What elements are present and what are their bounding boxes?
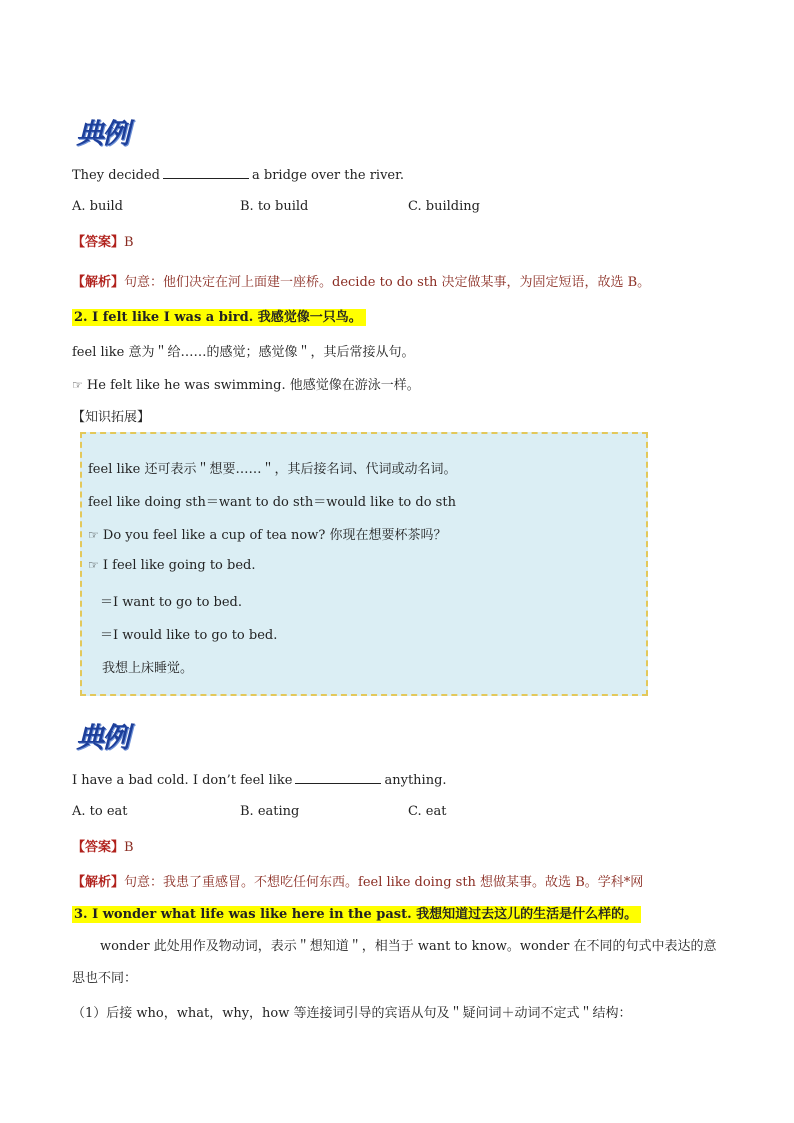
ex1-question-pre: They decided: [72, 168, 161, 183]
ex1-analysis: [72, 271, 650, 290]
ex1-analysis-label: 【解析】: [72, 275, 125, 290]
ex2-answer-label: 【答案】: [72, 840, 125, 855]
knowledge-extension-label: 【知识拓展】: [72, 410, 151, 425]
ex2-question-post: anything.: [384, 773, 447, 788]
box-line4-text: I feel like going to bed.: [102, 558, 256, 573]
ex2-option-a: A. to eat: [72, 804, 128, 819]
section3-heading: [72, 903, 641, 922]
section3-heading-text: 3. I wonder what life was like here in the past. 我想知道过去这儿的生活是什么样的。: [72, 906, 641, 923]
box-line2: feel like doing sth＝want to do sth＝would like to do sth: [88, 495, 456, 510]
ex1-analysis-text: 句意：他们决定在河上面建一座桥。decide to do sth 决定做某事，为固定短语，故选 B。: [124, 275, 651, 290]
box-line5: ＝I want to go to bed.: [100, 595, 242, 610]
ex1-answer-label: 【答案】: [72, 235, 125, 250]
section2-heading: [72, 306, 366, 325]
box-line7: 我想上床睡觉。: [102, 661, 194, 676]
ex2-option-c: C. eat: [408, 804, 447, 819]
ex2-analysis-text: 句意：我患了重感冒。不想吃任何东西。feel like doing sth 想做某事。故选 B。学科*网: [124, 875, 644, 890]
ex1-option-b: B. to build: [240, 199, 309, 214]
ex1-blank[interactable]: [163, 166, 249, 179]
box-line3-text: Do you feel like a cup of tea now? 你现在想要杯茶吗？: [102, 528, 447, 543]
section2-line1: feel like 意为＂给……的感觉；感觉像＂，其后常接从句。: [72, 345, 415, 360]
ex1-question-post: a bridge over the river.: [252, 168, 405, 183]
example-logo: 典例: [76, 721, 129, 754]
section3-item1: （1）后接 who，what，why，how 等连接词引导的宾语从句及＂疑问词＋动词不定式＂结构：: [72, 1006, 632, 1021]
ex2-blank[interactable]: [295, 771, 381, 784]
section3-para-line1: wonder 此处用作及物动词，表示＂想知道＂，相当于 want to know。wonder 在不同的句式中表达的意: [100, 939, 717, 954]
box-line4: [88, 558, 255, 573]
pointing-hand-icon: ☞: [88, 528, 99, 542]
section3-para-line2: 思也不同：: [72, 971, 138, 986]
pointing-hand-icon: ☞: [88, 558, 99, 572]
ex2-analysis: [72, 871, 643, 890]
section2-example1-text: He felt like he was swimming. 他感觉像在游泳一样。: [86, 378, 420, 393]
box-line3: [88, 524, 446, 543]
ex1-option-a: A. build: [72, 199, 123, 214]
ex2-analysis-label: 【解析】: [72, 875, 125, 890]
pointing-hand-icon: ☞: [72, 378, 83, 392]
ex2-answer-value: B: [124, 840, 134, 855]
section2-heading-text: 2. I felt like I was a bird. 我感觉像一只鸟。: [72, 309, 366, 326]
ex1-option-c: C. building: [408, 199, 480, 214]
box-line1: feel like 还可表示＂想要……＂，其后接名词、代词或动名词。: [88, 462, 457, 477]
ex1-answer: [72, 231, 134, 250]
ex1-answer-value: B: [124, 235, 134, 250]
ex2-question: [72, 771, 447, 788]
ex2-option-b: B. eating: [240, 804, 300, 819]
ex2-question-pre: I have a bad cold. I don’t feel like: [72, 773, 293, 788]
box-line6: ＝I would like to go to bed.: [100, 628, 278, 643]
ex1-question: [72, 166, 404, 183]
example-logo: 典例: [76, 117, 129, 150]
section2-example1: [72, 374, 420, 393]
ex2-answer: [72, 836, 134, 855]
